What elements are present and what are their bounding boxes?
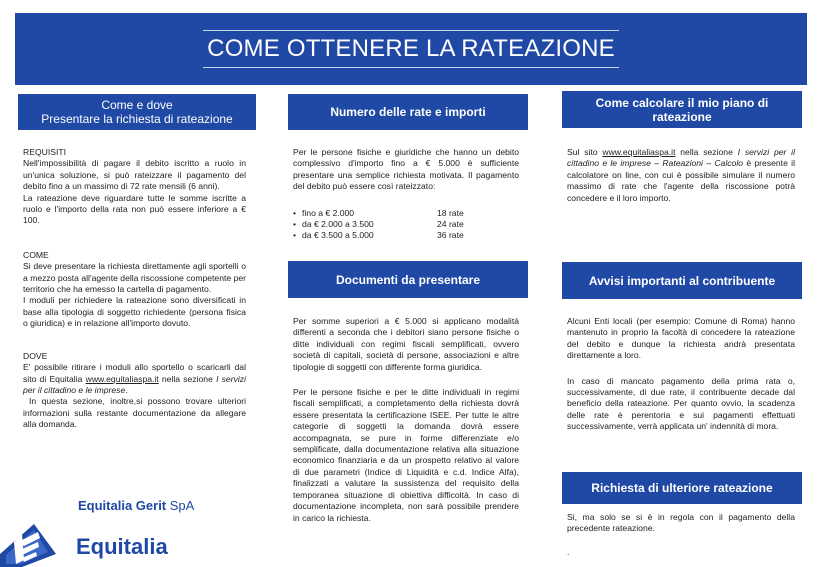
column-numero-rate: [293, 147, 519, 242]
rate-range: da € 3.500 a 5.000: [302, 230, 374, 241]
come-title: COME: [23, 249, 49, 260]
rate-count: 36 rate: [437, 230, 464, 241]
header-ulteriore: [562, 472, 802, 504]
header-numero-rate: [288, 94, 528, 130]
avvisi-text-1: Alcuni Enti locali (per esempio: Comune di Roma) hanno mantenuto in proprio la facoltà di concedere la rateazione del debito e dunque la richiesta andrà presentata direttamente a loro.: [567, 316, 795, 361]
header-documenti: [288, 261, 528, 298]
rate-item: • da € 3.500 a 5.000 36 rate: [293, 230, 464, 241]
header-come-e-dove-line2: Presentare la richiesta di rateazione: [41, 112, 233, 126]
header-calcolare-piano-line1: Come calcolare il mio piano di: [595, 95, 769, 110]
requisiti-text-2: La rateazione deve riguardare tutte le somme iscritte a ruolo e l'importo della rata non può essere inferiore a € 100.: [23, 192, 246, 226]
column-avvisi: [567, 316, 795, 433]
documenti-text-2: Per le persone fisiche e per le ditte individuali in regimi fiscali semplificati, a completamento della richiesta dovrà essere presentata la certificazione ISEE. Per tutte le altre categorie di soggetti la domanda dovrà essere accompagnata, se pure in forme differenziate e/o semplificate, dalla documentazione relativa alla situazione economico finanziaria e da un prospetto relativo al valore di due parametri (Indice di Liquidità e c.d. Indice Alfa), finalizzati a valutare la sussistenza del requisito della temporanea situazione di obiettiva difficoltà. In caso di documentazione incompleta, non sarà possibile prendere in carico la richiesta.: [293, 387, 519, 523]
calcolo-text-b: nella sezione: [675, 147, 738, 157]
dove-text: [23, 362, 246, 396]
dove-text-a: E' possibile ritirare i moduli allo sportello o scaricarli dal sito di Equitalia: [23, 362, 246, 384]
rate-range: da € 2.000 a 3.500: [302, 219, 374, 230]
rate-count: 18 rate: [437, 207, 464, 218]
equitalia-gerit-logo-text: Equitalia Gerit: [78, 498, 167, 513]
requisiti-title: REQUISITI: [23, 147, 66, 157]
column-calcolare-piano: [567, 147, 795, 204]
header-numero-rate-text: Numero delle rate e importi: [330, 105, 486, 119]
rate-item: • da € 2.000 a 3.500 24 rate: [293, 219, 464, 230]
equitalia-link-2[interactable]: www.equitaliaspa.it: [602, 147, 676, 157]
dove-text-c: .: [125, 384, 128, 395]
header-come-e-dove: [18, 94, 256, 130]
calcolo-text: [567, 147, 795, 204]
equitalia-logo-text: Equitalia: [76, 534, 168, 559]
column-come-e-dove: [23, 147, 246, 431]
ulteriore-dot: .: [567, 546, 570, 557]
column-documenti: [293, 316, 519, 524]
rate-item: • fino a € 2.000 18 rate: [293, 207, 464, 218]
header-ulteriore-text: Richiesta di ulteriore rateazione: [591, 481, 773, 495]
avvisi-text-2: In caso di mancato pagamento della prima rata o, successivamente, di due rate, il contribuente decade dal beneficio della rateazione. Per quanto ovvio, la scadenza delle rate è perentoria e sui pagamenti effettuati successivamente, verrà applicata un' indennità di mora.: [567, 375, 795, 432]
rate-range: fino a € 2.000: [302, 207, 355, 218]
rate-list: [293, 208, 519, 242]
equitalia-gerit-logo-spa: SpA: [169, 498, 195, 513]
equitalia-gerit-logo: [78, 498, 194, 513]
dove-title: DOVE: [23, 350, 48, 361]
requisiti-text: Nell'impossibilità di pagare il debito iscritto a ruolo in un'unica soluzione, si può rateizzare il pagamento del debito fino a un massimo di 72 rate mensili (6 anni).: [23, 158, 246, 192]
dove-italic: I servizi per il cittadino e le imprese: [23, 373, 246, 395]
header-come-e-dove-line1: Come e dove: [101, 98, 173, 112]
come-text-2: I moduli per richiedere la rateazione sono diversificati in base alla tipologia di soggetto richiedente (persona fisica o giuridica) e in relazione all'importo dovuto.: [23, 295, 246, 329]
calcolo-italic: I servizi per il cittadino e le imprese – Rateazioni – Calcolo: [567, 147, 795, 169]
dove-text-b: nella sezione: [158, 373, 217, 384]
come-text: Si deve presentare la richiesta direttamente agli sportelli o a mezzo posta all'agente della riscossione competente per territorio che ha emesso la cartella di pagamento.: [23, 261, 246, 295]
calcolo-text-c: è presente il calcolatore on line, con cui è possibile simulare il numero massimo di rate che l'agente della riscossione potrà concedere e il loro importo.: [567, 158, 795, 203]
header-avvisi: [562, 262, 802, 299]
header-avvisi-text: Avvisi importanti al contribuente: [588, 273, 776, 288]
calcolo-text-a: Sul sito: [567, 147, 603, 157]
ulteriore-text: Si, ma solo se si è in regola con il pagamento della precedente rateazione.: [567, 512, 795, 534]
rate-intro: Per le persone fisiche e giuridiche che hanno un debito complessivo d'importo fino a € 5.000 è sufficiente presentare una semplice richiesta motivata. Il pagamento del debito può essere così rateizzato:: [293, 147, 519, 192]
header-documenti-text: Documenti da presentare: [335, 272, 481, 287]
rate-count: 24 rate: [437, 219, 464, 230]
column-ulteriore: [567, 512, 795, 558]
page-title: COME OTTENERE LA RATEAZIONE: [203, 30, 619, 68]
documenti-text-1: Per somme superiori a € 5.000 si applicano modalità differenti a seconda che i debitori siano persone fisiche o ditte individuali con regimi fiscali semplificati, ovvero società di capitali, società di persone, associazioni e altre tipologie di soggetti con differente forma giuridica.: [293, 316, 519, 372]
equitalia-link[interactable]: www.equitaliaspa.it: [85, 373, 159, 384]
header-calcolare-piano-line2: rateazione: [652, 109, 712, 124]
dove-text-2: In questa sezione, inoltre,si possono trovare ulteriori informazioni sulla restante documentazione da allegare alla domanda.: [23, 396, 246, 430]
header-calcolare-piano: [562, 91, 802, 128]
title-banner: [15, 13, 807, 85]
